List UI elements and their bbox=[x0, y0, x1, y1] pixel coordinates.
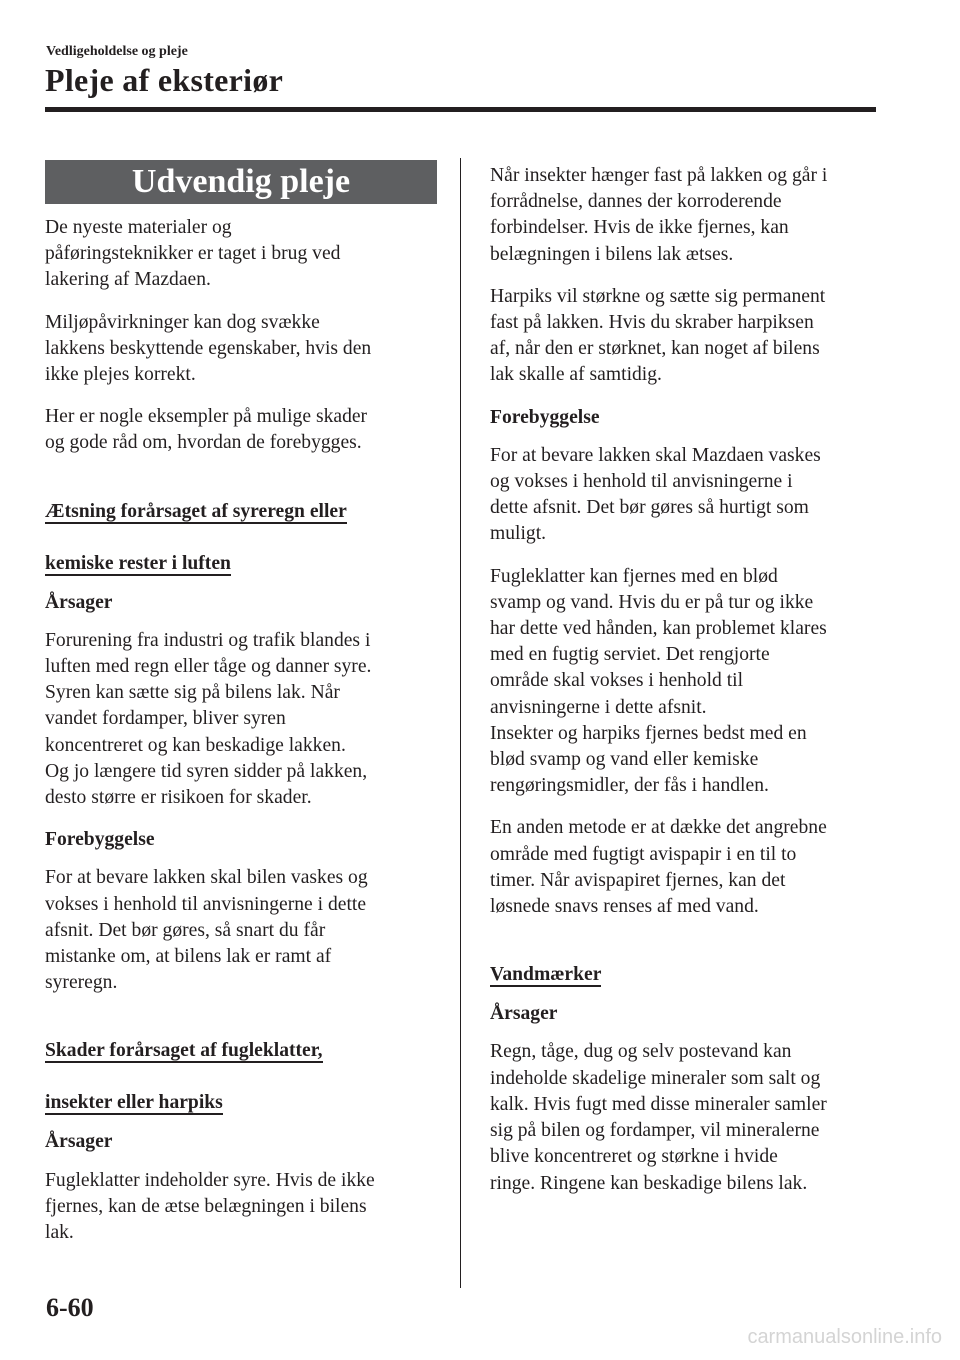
section-banner: Udvendig pleje bbox=[45, 160, 437, 204]
prevention-text: Fugleklatter kan fjernes med en blød svamp og vand. Hvis du er på tur og ikke har dette ved hånden, kan problemet klares med en fugtig serviet. Det rengjorte område skal vokses i henhold til anvisningerne i dette afsnit. Insekter og harpiks fjernes bedst med en blød svamp og vand eller kemiske rengøringsmidler, der fås i handlen. bbox=[490, 565, 827, 797]
subsection-heading-acid-rain bbox=[45, 473, 347, 577]
prevention-text: For at bevare lakken skal Mazdaen vaskes og vokses i henhold til anvisningerne i dette afsnit. Det bør gøres så hurtigt som muligt. bbox=[490, 444, 821, 545]
watermark: carmanualsonline.info bbox=[747, 1326, 942, 1348]
header-rule bbox=[45, 107, 876, 112]
prevention-label: Forebyggelse bbox=[45, 829, 155, 851]
intro-paragraph: De nyeste materialer og påføringsteknikker er taget i brug ved lakering af Mazdaen. bbox=[45, 217, 341, 291]
breadcrumb: Vedligeholdelse og pleje bbox=[46, 44, 188, 59]
causes-text: Fugleklatter indeholder syre. Hvis de ikke fjernes, kan de ætse belægningen i bilens lak. bbox=[45, 1169, 375, 1244]
column-divider bbox=[460, 158, 461, 1288]
subsection-heading-bird-droppings bbox=[45, 1012, 323, 1116]
causes-text: Regn, tåge, dug og selv postevand kan indeholde skadelige mineraler som salt og kalk. Hvis fugt med disse mineraler samler sig på bilen og fordamper, vil mineralerne blive koncentreret og størkne i hvide ringe. Ringene kan beskadige bilens lak. bbox=[490, 1041, 827, 1194]
subsection-heading-line: Skader forårsaget af fugleklatter, bbox=[45, 1040, 323, 1062]
prevention-text: En anden metode er at dække det angrebne område med fugtigt avispapir i en til to timer. Når avispapiret fjernes, kan det løsnede snavs renses af med vand. bbox=[490, 817, 827, 918]
body-paragraph: Når insekter hænger fast på lakken og går i forrådnelse, dannes der korroderende forbindelser. Hvis de ikke fjernes, kan belægningen i bilens lak ætses. bbox=[490, 165, 828, 265]
causes-label: Årsager bbox=[45, 1131, 113, 1153]
intro-paragraph: Miljøpåvirkninger kan dog svække lakkens beskyttende egenskaber, hvis den ikke plejes korrekt. bbox=[45, 311, 372, 386]
right-column bbox=[490, 163, 886, 1213]
prevention-label: Forebyggelse bbox=[490, 406, 600, 428]
chapter-title: Pleje af eksteriør bbox=[45, 62, 284, 98]
subsection-heading-line: Vandmærker bbox=[490, 964, 602, 986]
subsection-heading-line: Ætsning forårsaget af syreregn eller bbox=[45, 500, 347, 522]
page-number: 6-60 bbox=[46, 1293, 94, 1322]
prevention-text: For at bevare lakken skal bilen vaskes og vokses i henhold til anvisningerne i dette afsnit. Det bør gøres, så snart du får mistanke om, at bilens lak er ramt af syreregn. bbox=[45, 867, 368, 994]
subsection-heading-line: kemiske rester i luften bbox=[45, 552, 231, 574]
subsection-heading-line: insekter eller harpiks bbox=[45, 1092, 223, 1114]
causes-label: Årsager bbox=[45, 591, 113, 613]
causes-text: Forurening fra industri og trafik blandes i luften med regn eller tåge og danner syre. Syren kan sætte sig på bilens lak. Når vandet fordamper, bliver syren koncentreret og kan beskadige lakken. Og jo længere tid syren sidder på lakken, desto større er risikoen for skader. bbox=[45, 629, 372, 809]
subsection-heading-water-marks bbox=[490, 936, 601, 988]
intro-paragraph: Her er nogle eksempler på mulige skader og gode råd om, hvordan de forebygges. bbox=[45, 406, 368, 454]
left-column bbox=[45, 160, 437, 1262]
causes-label: Årsager bbox=[490, 1003, 558, 1025]
body-paragraph: Harpiks vil størkne og sætte sig permanent fast på lakken. Hvis du skraber harpiksen af, når den er størknet, kan noget af bilens lak skalle af samtidig. bbox=[490, 285, 826, 386]
